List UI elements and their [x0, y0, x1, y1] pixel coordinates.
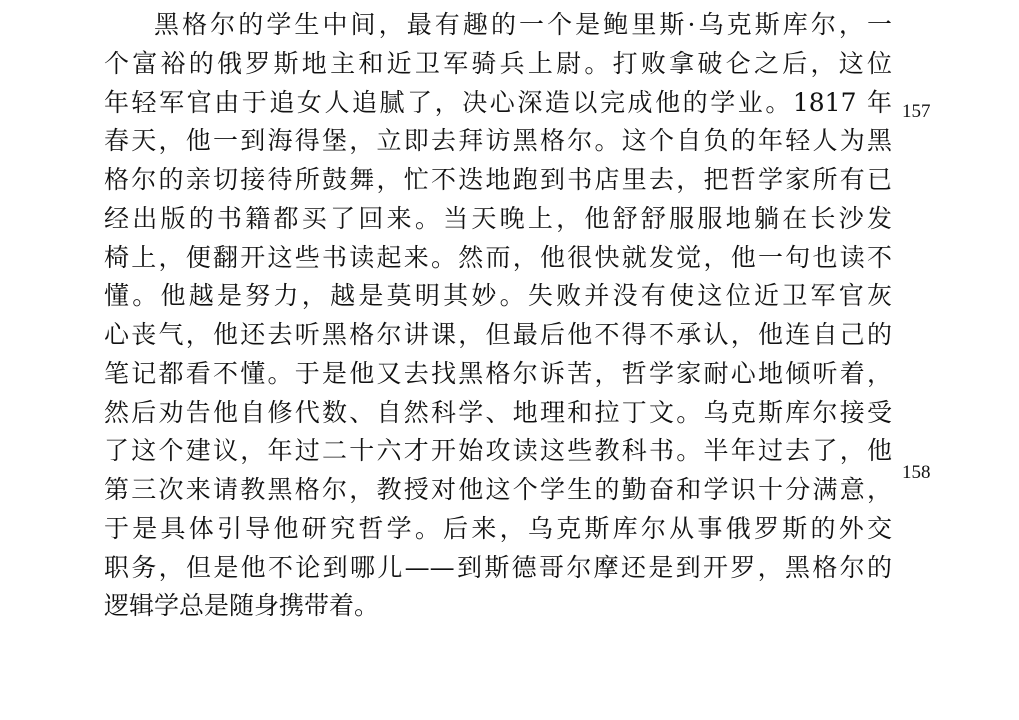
paragraph-line: 年轻军官由于追女人追腻了，决心深造以完成他的学业。1817 年	[104, 87, 892, 117]
paragraph-line: 格尔的亲切接待所鼓舞，忙不迭地跑到书店里去，把哲学家所有已	[104, 165, 892, 194]
paragraph-line: 第三次来请教黑格尔，教授对他这个学生的勤奋和学识十分满意，	[104, 475, 892, 504]
margin-page-number: 157	[902, 101, 931, 122]
paragraph-line: 职务，但是他不论到哪儿——到斯德哥尔摩还是到开罗，黑格尔的	[104, 552, 892, 582]
paragraph-line: 心丧气，他还去听黑格尔讲课，但最后他不得不承认，他连自己的	[104, 320, 892, 349]
paragraph-line: 懂。他越是努力，越是莫明其妙。失败并没有使这位近卫军官灰	[104, 281, 892, 311]
paragraph-line: 了这个建议，年过二十六才开始攻读这些教科书。半年过去了，他	[104, 436, 892, 466]
body-paragraph	[104, 6, 892, 626]
paragraph-line: 椅上，便翻开这些书读起来。然而，他很快就发觉，他一句也读不	[104, 242, 892, 272]
paragraph-line: 春天，他一到海得堡，立即去拜访黑格尔。这个自负的年轻人为黑	[104, 126, 892, 156]
paragraph-line: 然后劝告他自修代数、自然科学、地理和拉丁文。乌克斯库尔接受	[104, 397, 892, 427]
paragraph-line: 逻辑学总是随身携带着。	[104, 591, 380, 621]
paragraph-line: 于是具体引导他研究哲学。后来，乌克斯库尔从事俄罗斯的外交	[104, 513, 892, 543]
paragraph-line: 笔记都看不懂。于是他又去找黑格尔诉苦，哲学家耐心地倾听着，	[104, 358, 892, 388]
margin-page-number: 158	[902, 462, 931, 483]
paragraph-line: 黑格尔的学生中间，最有趣的一个是鲍里斯·乌克斯库尔，一	[154, 10, 892, 39]
paragraph-line: 经出版的书籍都买了回来。当天晚上，他舒舒服服地躺在长沙发	[104, 203, 892, 233]
paragraph-line: 个富裕的俄罗斯地主和近卫军骑兵上尉。打败拿破仑之后，这位	[104, 48, 892, 78]
